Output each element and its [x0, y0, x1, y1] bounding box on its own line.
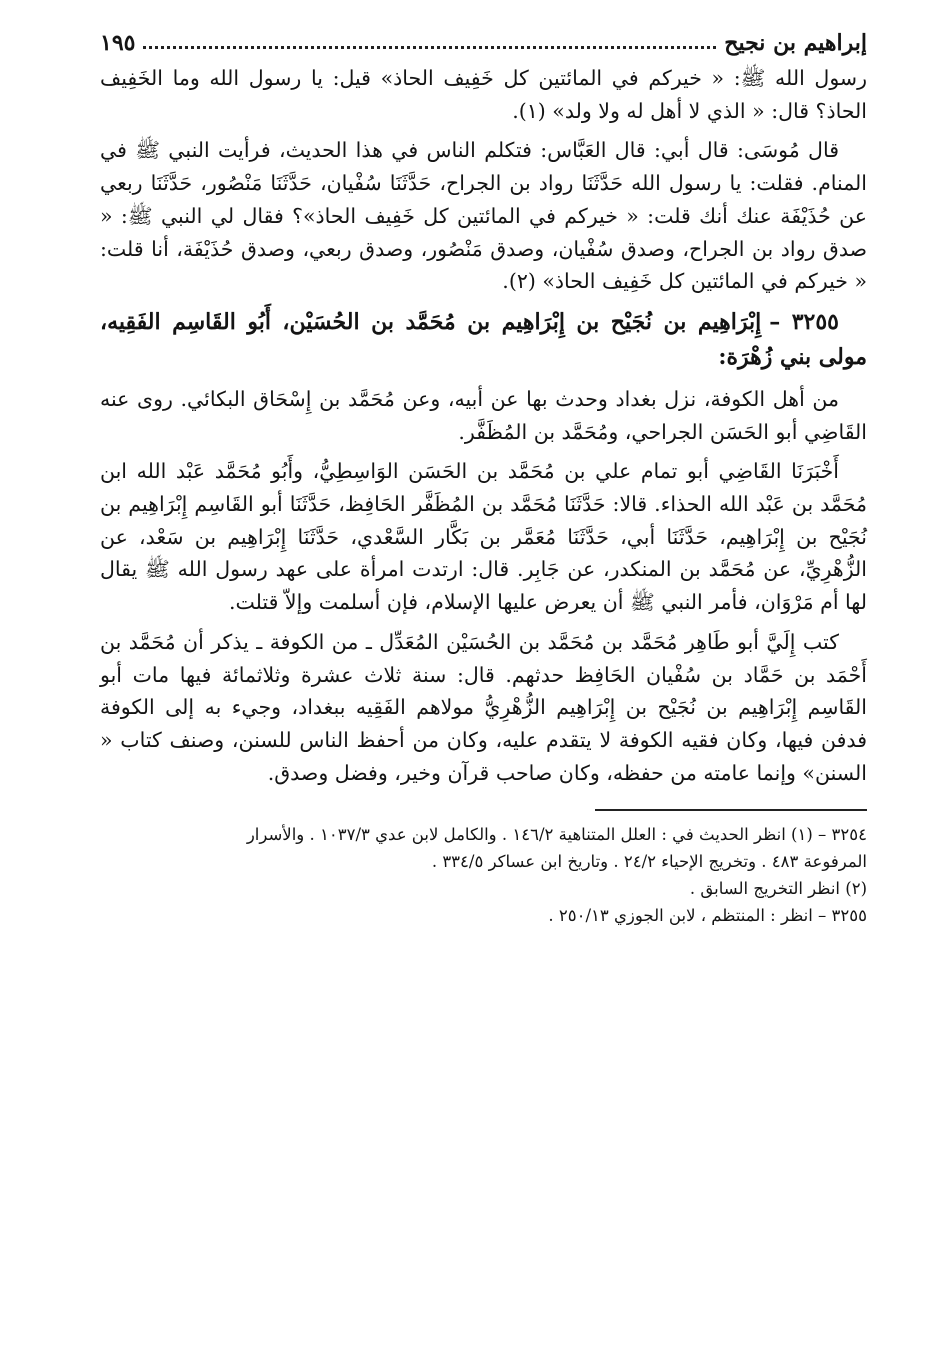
main-text	[100, 62, 867, 789]
running-header	[100, 22, 867, 56]
running-title: إبراهيم بن نجيح	[724, 30, 867, 56]
paragraph-biography: من أهل الكوفة، نزل بغداد وحدث بها عن أبيه، وعن مُحَمَّد بن إِسْحَاق البكائي. روى عنه القَاضِي أبو الحَسَن الجراحي، ومُحَمَّد بن المُظَفَّر.	[100, 386, 867, 444]
page-number: ١٩٥	[100, 30, 136, 56]
paragraph-isnad: أَخْبَرَنَا القَاضِي أبو تمام علي بن مُحَمَّد بن الحَسَن الوَاسِطِيُّ، وأَبُو مُحَمَّد عَبْد الله ابن مُحَمَّد بن عَبْد الله الحذاء. قالا: حَدَّثَنَا مُحَمَّد بن المُظَفَّر الحَافِظ، حَدَّثَنَا أبو القَاسِم إِبْرَاهِيم بن نُجَيْح بن إِبْرَاهِيم، حَدَّثَنَا أبي، حَدَّثَنَا مُعَمَّر بن بَكَّار السَّعْدي، حَدَّثَنَا إِبْرَاهِيم بن سَعْد، عن الزُّهْرِيِّ، عن مُحَمَّد بن المنكدر، عن جَابِر. قال: ارتدت امرأة على عهد رسول الله ﷺ يقال لها أم مَرْوَان، فأمر النبي ﷺ أن يعرض عليها الإسلام، فإن أسلمت وإلاّ قتلت.	[100, 459, 867, 615]
paragraph-continuation: رسول الله ﷺ: « خيركم في المائتين كل خَفِيف الحاذ» قيل: يا رسول الله وما الخَفِيف الحاذ؟ قال: « الذي لا أهل له ولا ولد» (١).	[100, 66, 867, 123]
leader-dots	[143, 46, 716, 49]
footnote-1: ٣٢٥٤ – (١) انظر الحديث في : العلل المتناهية ١٤٦/٢ . والكامل لابن عدي ١٠٣٧/٣ . والأسرار	[246, 825, 867, 845]
footnote-separator	[595, 809, 867, 811]
footnote-2: (٢) انظر التخريج السابق .	[689, 879, 867, 899]
paragraph-death-report: كتب إِلَيَّ أبو طَاهِر مُحَمَّد بن مُحَمَّد بن الحُسَيْن المُعَدِّل ـ من الكوفة ـ يذكر أن مُحَمَّد بن أَحْمَد بن حَمَّاد بن سُفْيان الحَافِظ حدثهم. قال: سنة ثلاث عشرة وثلاثمائة فيها مات أبو القَاسِم إِبْرَاهِيم بن نُجَيْح بن إِبْرَاهِيم الزُّهْرِيُّ مولاهم الفَقِيه ببغداد، وجيء به إلى الكوفة فدفن فيها، وكان فقيه الكوفة لا يتقدم عليه، وكان من أحفظ الناس للسنن، وصنف كتاب « السنن» وإنما عامته من حفظه، وكان صاحب قرآن وخير، وفضل وصدق.	[100, 629, 867, 785]
footnote-3: ٣٢٥٥ – انظر : المنتظم ، لابن الجوزي ٢٥٠/١٣ .	[548, 906, 867, 926]
footnotes	[100, 821, 867, 929]
footnote-1-continued: المرفوعة ٤٨٣ . وتخريج الإحياء ٢٤/٢ . وتاريخ ابن عساكر ٣٣٤/٥ .	[431, 852, 867, 872]
entry-title: إِبْرَاهِيم بن نُجَيْح بن إِبْرَاهِيم بن مُحَمَّد بن الحُسَيْن، أَبُو القَاسِم الفَقِيه، مولى بني زُهْرَة:	[100, 308, 867, 370]
entry-heading	[100, 305, 867, 375]
entry-number: ٣٢٥٥ –	[769, 308, 839, 335]
paragraph-dream-narration: قال مُوسَى: قال أبي: قال العَبَّاس: فتكلم الناس في هذا الحديث، فرأيت النبي ﷺ في المنام. فقلت: يا رسول الله حَدَّثَنَا رواد بن الجراح، حَدَّثَنَا سُفْيان، حَدَّثَنَا مَنْصُور، حَدَّثَنَا ربعي عن حُذَيْفَة عنك أنك قلت: « خيركم في المائتين كل خَفِيف الحاذ»؟ فقال لي النبي ﷺ: « صدق رواد بن الجراح، وصدق سُفْيان، وصدق مَنْصُور، وصدق ربعي، وصدق حُذَيْفَة، أنا قلت: « خيركم في المائتين كل خَفِيف الحاذ» (٢).	[100, 138, 867, 294]
